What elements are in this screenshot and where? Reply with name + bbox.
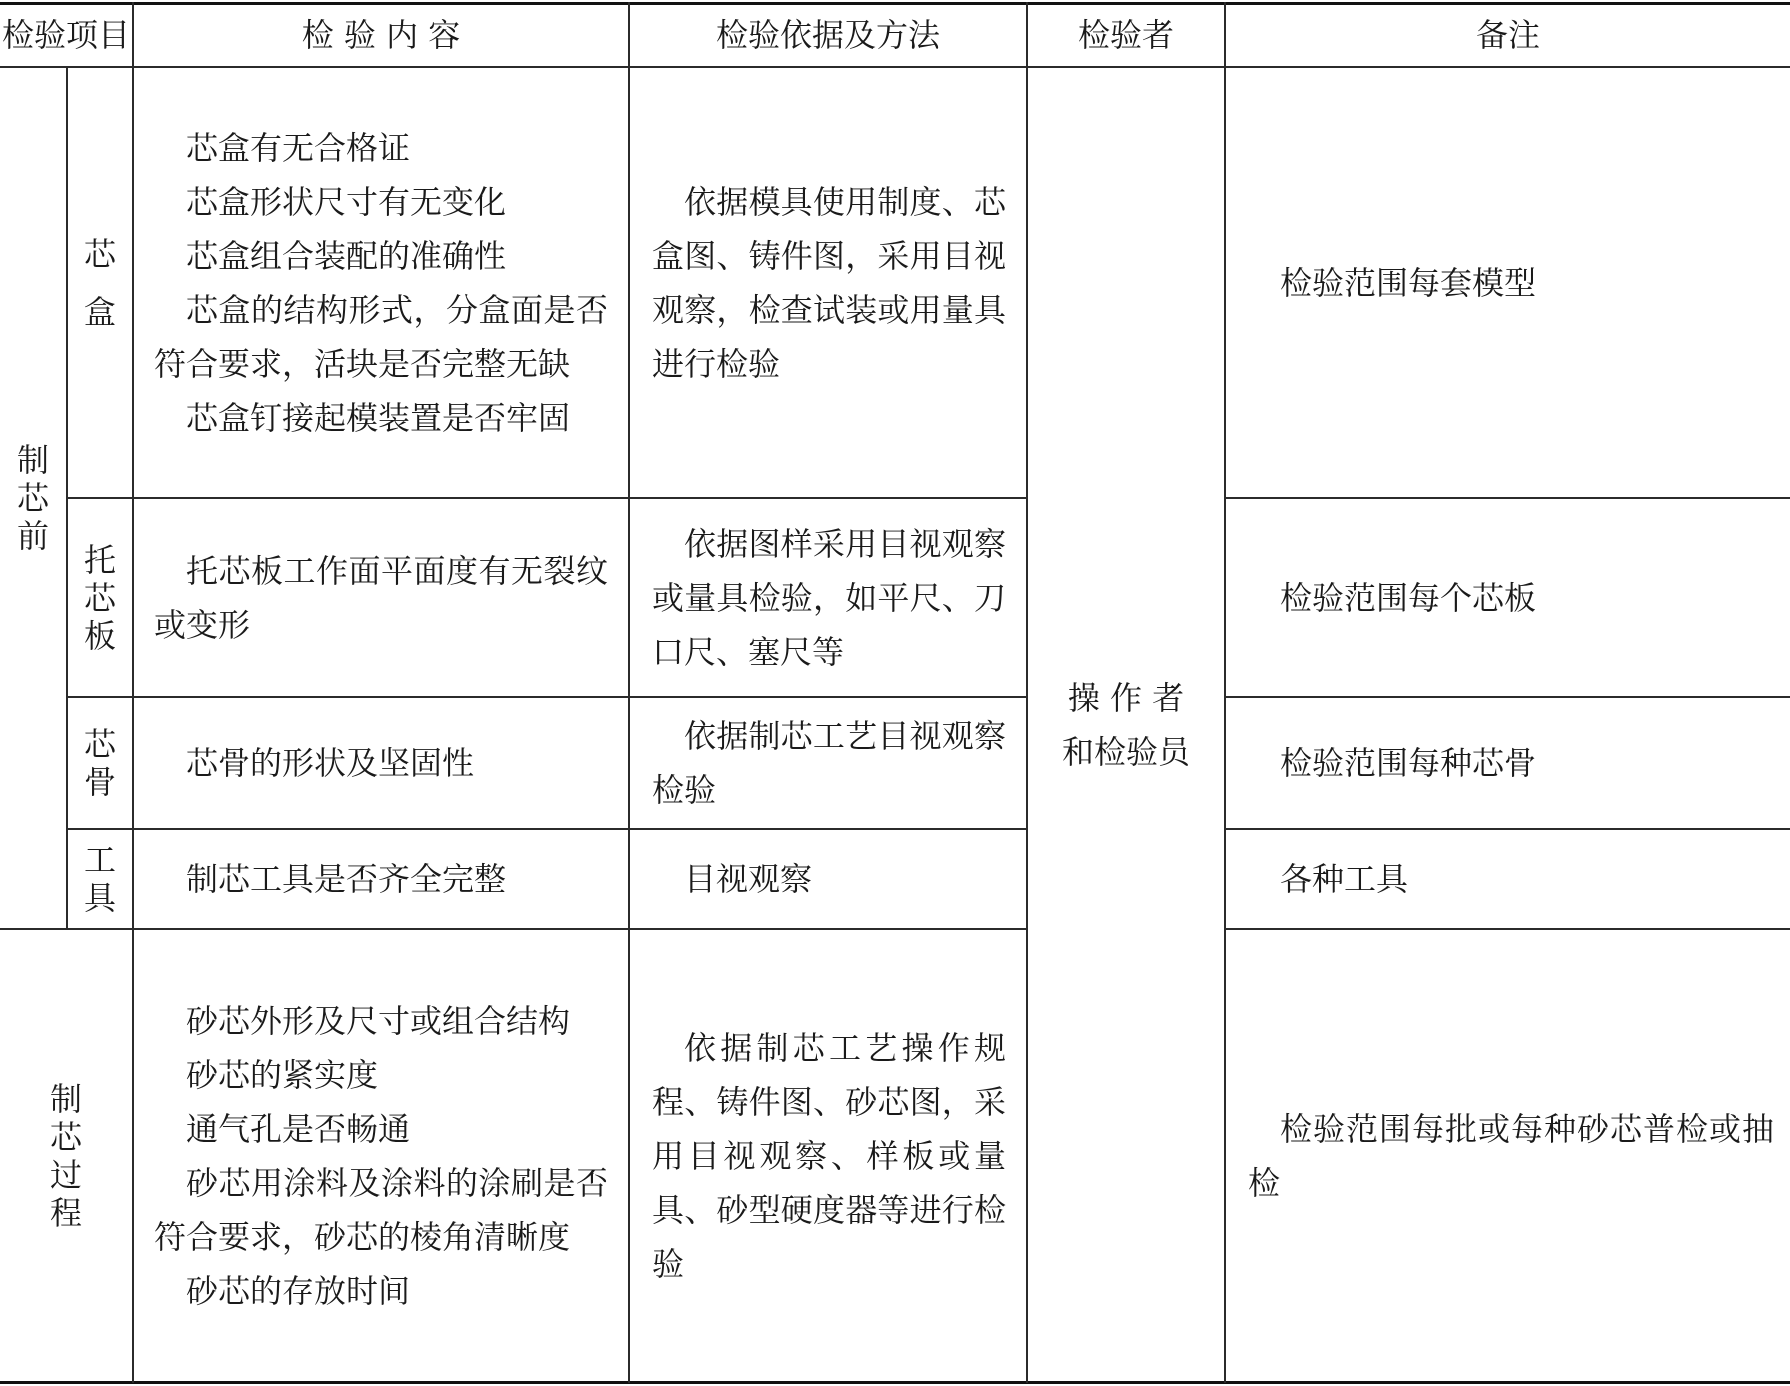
column-divider <box>132 2 134 1383</box>
content-line: 芯盒组合装配的准确性 <box>186 236 507 275</box>
table-bottom-rule <box>0 1381 1790 1384</box>
basis-text: 依据图样采用目视观察或量具检验，如平尺、刀口尺、塞尺等 <box>652 524 1006 671</box>
subitem-core-plate <box>68 499 132 696</box>
subitem-label: 托 芯 板 <box>83 540 116 655</box>
remark-text: 检验范围每个芯板 <box>1280 578 1537 617</box>
content-cell <box>154 68 608 497</box>
subitem-core-iron <box>68 698 132 828</box>
content-line: 制芯工具是否齐全完整 <box>186 860 507 898</box>
content-line: 芯盒的结构形式，分盒面是否符合要求，活块是否完整无缺 <box>154 290 608 383</box>
content-line: 砂芯用涂料及涂料的涂刷是否符合要求，砂芯的棱角清晰度 <box>154 1163 608 1256</box>
subitem-label: 芯 盒 <box>83 234 116 331</box>
subitem-label: 芯 骨 <box>83 725 116 801</box>
group-label-text: 制 芯 过 程 <box>49 1079 82 1232</box>
remark-text: 检验范围每种芯骨 <box>1280 744 1537 782</box>
header-remark: 备注 <box>1475 16 1540 54</box>
content-line: 托芯板工作面平面度有无裂纹或变形 <box>154 551 608 644</box>
basis-text: 目视观察 <box>684 860 813 898</box>
remark-text: 检验范围每套模型 <box>1280 263 1537 302</box>
basis-cell <box>652 830 1006 928</box>
remark-cell <box>1248 830 1774 928</box>
content-line: 芯盒钉接起模装置是否牢固 <box>186 398 571 437</box>
header-content: 检 验 内 容 <box>301 16 461 54</box>
basis-cell <box>652 930 1006 1381</box>
basis-cell <box>652 68 1006 497</box>
remark-cell <box>1248 930 1774 1381</box>
content-line: 芯盒有无合格证 <box>186 128 411 167</box>
header-basis: 检验依据及方法 <box>715 16 940 54</box>
header-item: 检验项目 <box>1 16 130 54</box>
content-cell <box>154 698 608 828</box>
subitem-label: 工 具 <box>83 841 116 917</box>
basis-text: 依据制芯工艺操作规程、铸件图、砂芯图，采用目视观察、样板或量具、砂型硬度器等进行检验 <box>652 1028 1006 1283</box>
basis-cell <box>652 499 1006 696</box>
content-cell <box>154 930 608 1381</box>
remark-text: 检验范围每批或每种砂芯普检或抽检 <box>1248 1109 1774 1202</box>
header-inspector: 检验者 <box>1077 16 1174 54</box>
content-line: 芯盒形状尺寸有无变化 <box>186 182 507 221</box>
basis-cell <box>652 698 1006 828</box>
content-line: 通气孔是否畅通 <box>186 1109 411 1148</box>
group-label-text: 制 芯 前 <box>16 441 49 555</box>
content-line: 砂芯的存放时间 <box>186 1271 411 1310</box>
basis-text: 依据模具使用制度、芯盒图、铸件图，采用目视观察，检查试装或用量具进行检验 <box>652 182 1006 383</box>
content-cell <box>154 499 608 696</box>
content-line: 芯骨的形状及坚固性 <box>186 744 475 782</box>
subitem-tools <box>68 830 132 928</box>
remark-cell <box>1248 68 1774 497</box>
inspector-cell <box>1028 68 1224 1381</box>
column-divider <box>1224 2 1226 1383</box>
basis-text: 依据制芯工艺目视观察检验 <box>652 717 1006 809</box>
inspector-line: 和检验员 <box>1061 732 1190 771</box>
group-label-before-coremaking <box>0 68 66 928</box>
content-cell <box>154 830 608 928</box>
column-divider <box>628 2 630 1383</box>
remark-cell <box>1248 698 1774 828</box>
group-label-during-coremaking <box>0 930 132 1381</box>
content-line: 砂芯外形及尺寸或组合结构 <box>186 1001 571 1040</box>
subitem-core-box <box>68 68 132 497</box>
remark-text: 各种工具 <box>1280 860 1409 898</box>
remark-cell <box>1248 499 1774 696</box>
content-line: 砂芯的紧实度 <box>186 1055 379 1094</box>
inspector-line: 操 作 者 <box>1067 678 1185 717</box>
